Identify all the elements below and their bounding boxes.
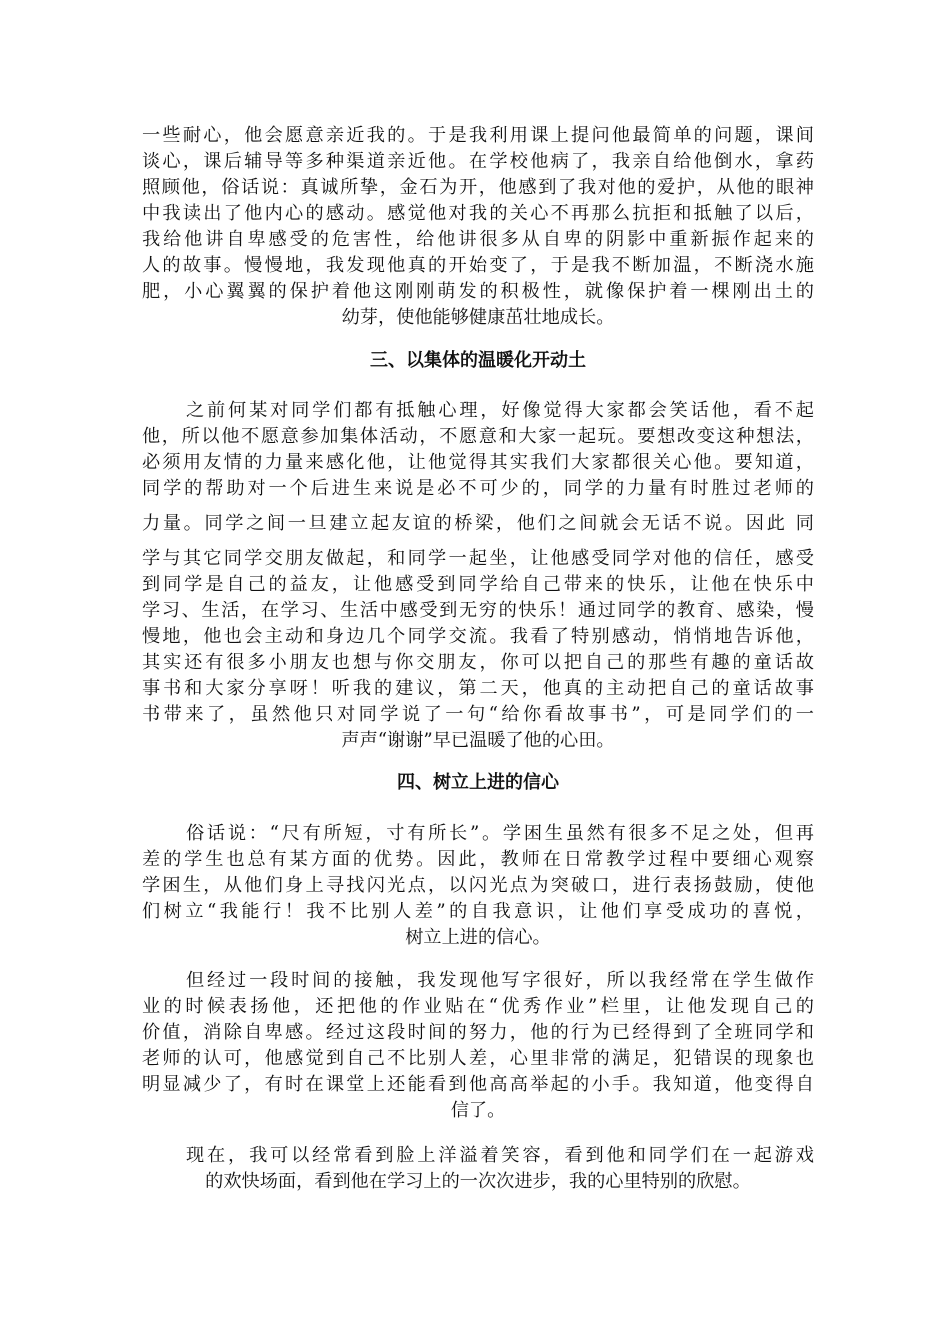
text-line: 俗话说：“尺有所短，寸有所长”。学困生虽然有很多不足之处，但再 — [186, 823, 814, 844]
text-line: 学习、生活，在学习、生活中感受到无穷的快乐！通过同学的教育、感染，慢 — [142, 600, 814, 621]
paragraph-collective-cont — [142, 511, 814, 537]
paragraph-progress — [142, 968, 814, 1124]
text-line: 们树立“我能行！我不比别人差”的自我意识，让他们享受成功的喜悦， — [142, 901, 814, 922]
text-line: 照顾他，俗话说：真诚所挚，金石为开，他感到了我对他的爱护，从他的眼神 — [142, 177, 814, 198]
text-line: 人的故事。慢慢地，我发现他真的开始变了，于是我不断加温，不断浇水施 — [142, 255, 814, 276]
text-line: 事书和大家分享呀！听我的建议，第二天，他真的主动把自己的童话故事 — [142, 678, 814, 699]
text-line: 树立上进的信心。 — [405, 927, 551, 948]
paragraph-patience — [142, 123, 814, 331]
text-line: 一些耐心，他会愿意亲近我的。于是我利用课上提问他最简单的问题，课间 — [142, 125, 814, 146]
text-line: 同学的帮助对一个后进生来说是必不可少的，同学的力量有时胜过老师的 — [142, 478, 814, 499]
text-line: 慢地，他也会主动和身边几个同学交流。我看了特别感动，悄悄地告诉他， — [142, 626, 814, 647]
text-line: 到同学是自己的益友，让他感受到同学给自己带来的快乐，让他在快乐中 — [142, 574, 814, 595]
text-line: 幼芽，使他能够健康茁壮地成长。 — [341, 307, 615, 328]
text-line: 价值，消除自卑感。经过这段时间的努力，他的行为已经得到了全班同学和 — [142, 1022, 814, 1043]
text-line: 其实还有很多小朋友也想与你交朋友，你可以把自己的那些有趣的童话故 — [142, 652, 814, 673]
text-line: 必须用友情的力量来感化他，让他觉得其实我们大家都很关心他。要知道， — [142, 452, 814, 473]
text-line: 中我读出了他内心的感动。感觉他对我的关心不再那么抗拒和抵触了以后， — [142, 203, 814, 224]
text-line: 学困生，从他们身上寻找闪光点，以闪光点为突破口，进行表扬鼓励，使他 — [142, 875, 814, 896]
text-line: 业的时候表扬他，还把他的作业贴在“优秀作业”栏里，让他发现自己的 — [142, 996, 814, 1017]
text-line: 肥，小心翼翼的保护着他这刚刚萌发的积极性，就像保护着一棵刚出土的 — [142, 281, 814, 302]
text-line: 力量。同学之间一旦建立起友谊的桥梁，他们之间就会无话不说。因此 同 — [142, 513, 814, 534]
text-line: 他，所以他不愿意参加集体活动，不愿意和大家一起玩。要想改变这种想法， — [142, 426, 814, 447]
text-line: 现在，我可以经常看到脸上洋溢着笑容，看到他和同学们在一起游戏 — [186, 1145, 814, 1166]
text-line: 学与其它同学交朋友做起，和同学一起坐，让他感受同学对他的信任，感受 — [142, 548, 814, 569]
text-line: 之前何某对同学们都有抵触心理，好像觉得大家都会笑话他，看不起 — [186, 400, 814, 421]
section-heading-4: 四、树立上进的信心 — [397, 772, 559, 793]
text-line: 的欢快场面，看到他在学习上的一次次进步，我的心里特别的欣慰。 — [205, 1171, 751, 1192]
text-line: 书带来了，虽然他只对同学说了一句“给你看故事书”，可是同学们的一 — [142, 704, 814, 725]
section-heading-3: 三、以集体的温暖化开动土 — [370, 350, 586, 371]
paragraph-conclusion — [142, 1143, 814, 1195]
text-line: 声声“谢谢”早已温暖了他的心田。 — [341, 730, 615, 751]
text-line: 信了。 — [450, 1100, 506, 1121]
text-line: 明显减少了，有时在课堂上还能看到他高高举起的小手。我知道，他变得自 — [142, 1074, 814, 1095]
paragraph-confidence — [142, 821, 814, 951]
text-line: 我给他讲自卑感受的危害性，给他讲很多从自卑的阴影中重新振作起来的 — [142, 229, 814, 250]
text-line: 差的学生也总有某方面的优势。因此，教师在日常教学过程中要细心观察 — [142, 849, 814, 870]
text-line: 但经过一段时间的接触，我发现他写字很好，所以我经常在学生做作 — [186, 970, 814, 991]
text-line: 谈心，课后辅导等多种渠道亲近他。在学校他病了，我亲自给他倒水，拿药 — [142, 151, 814, 172]
text-line: 老师的认可，他感觉到自己不比别人差，心里非常的满足，犯错误的现象也 — [142, 1048, 814, 1069]
paragraph-collective-cont2 — [142, 546, 814, 754]
paragraph-collective — [142, 398, 814, 502]
